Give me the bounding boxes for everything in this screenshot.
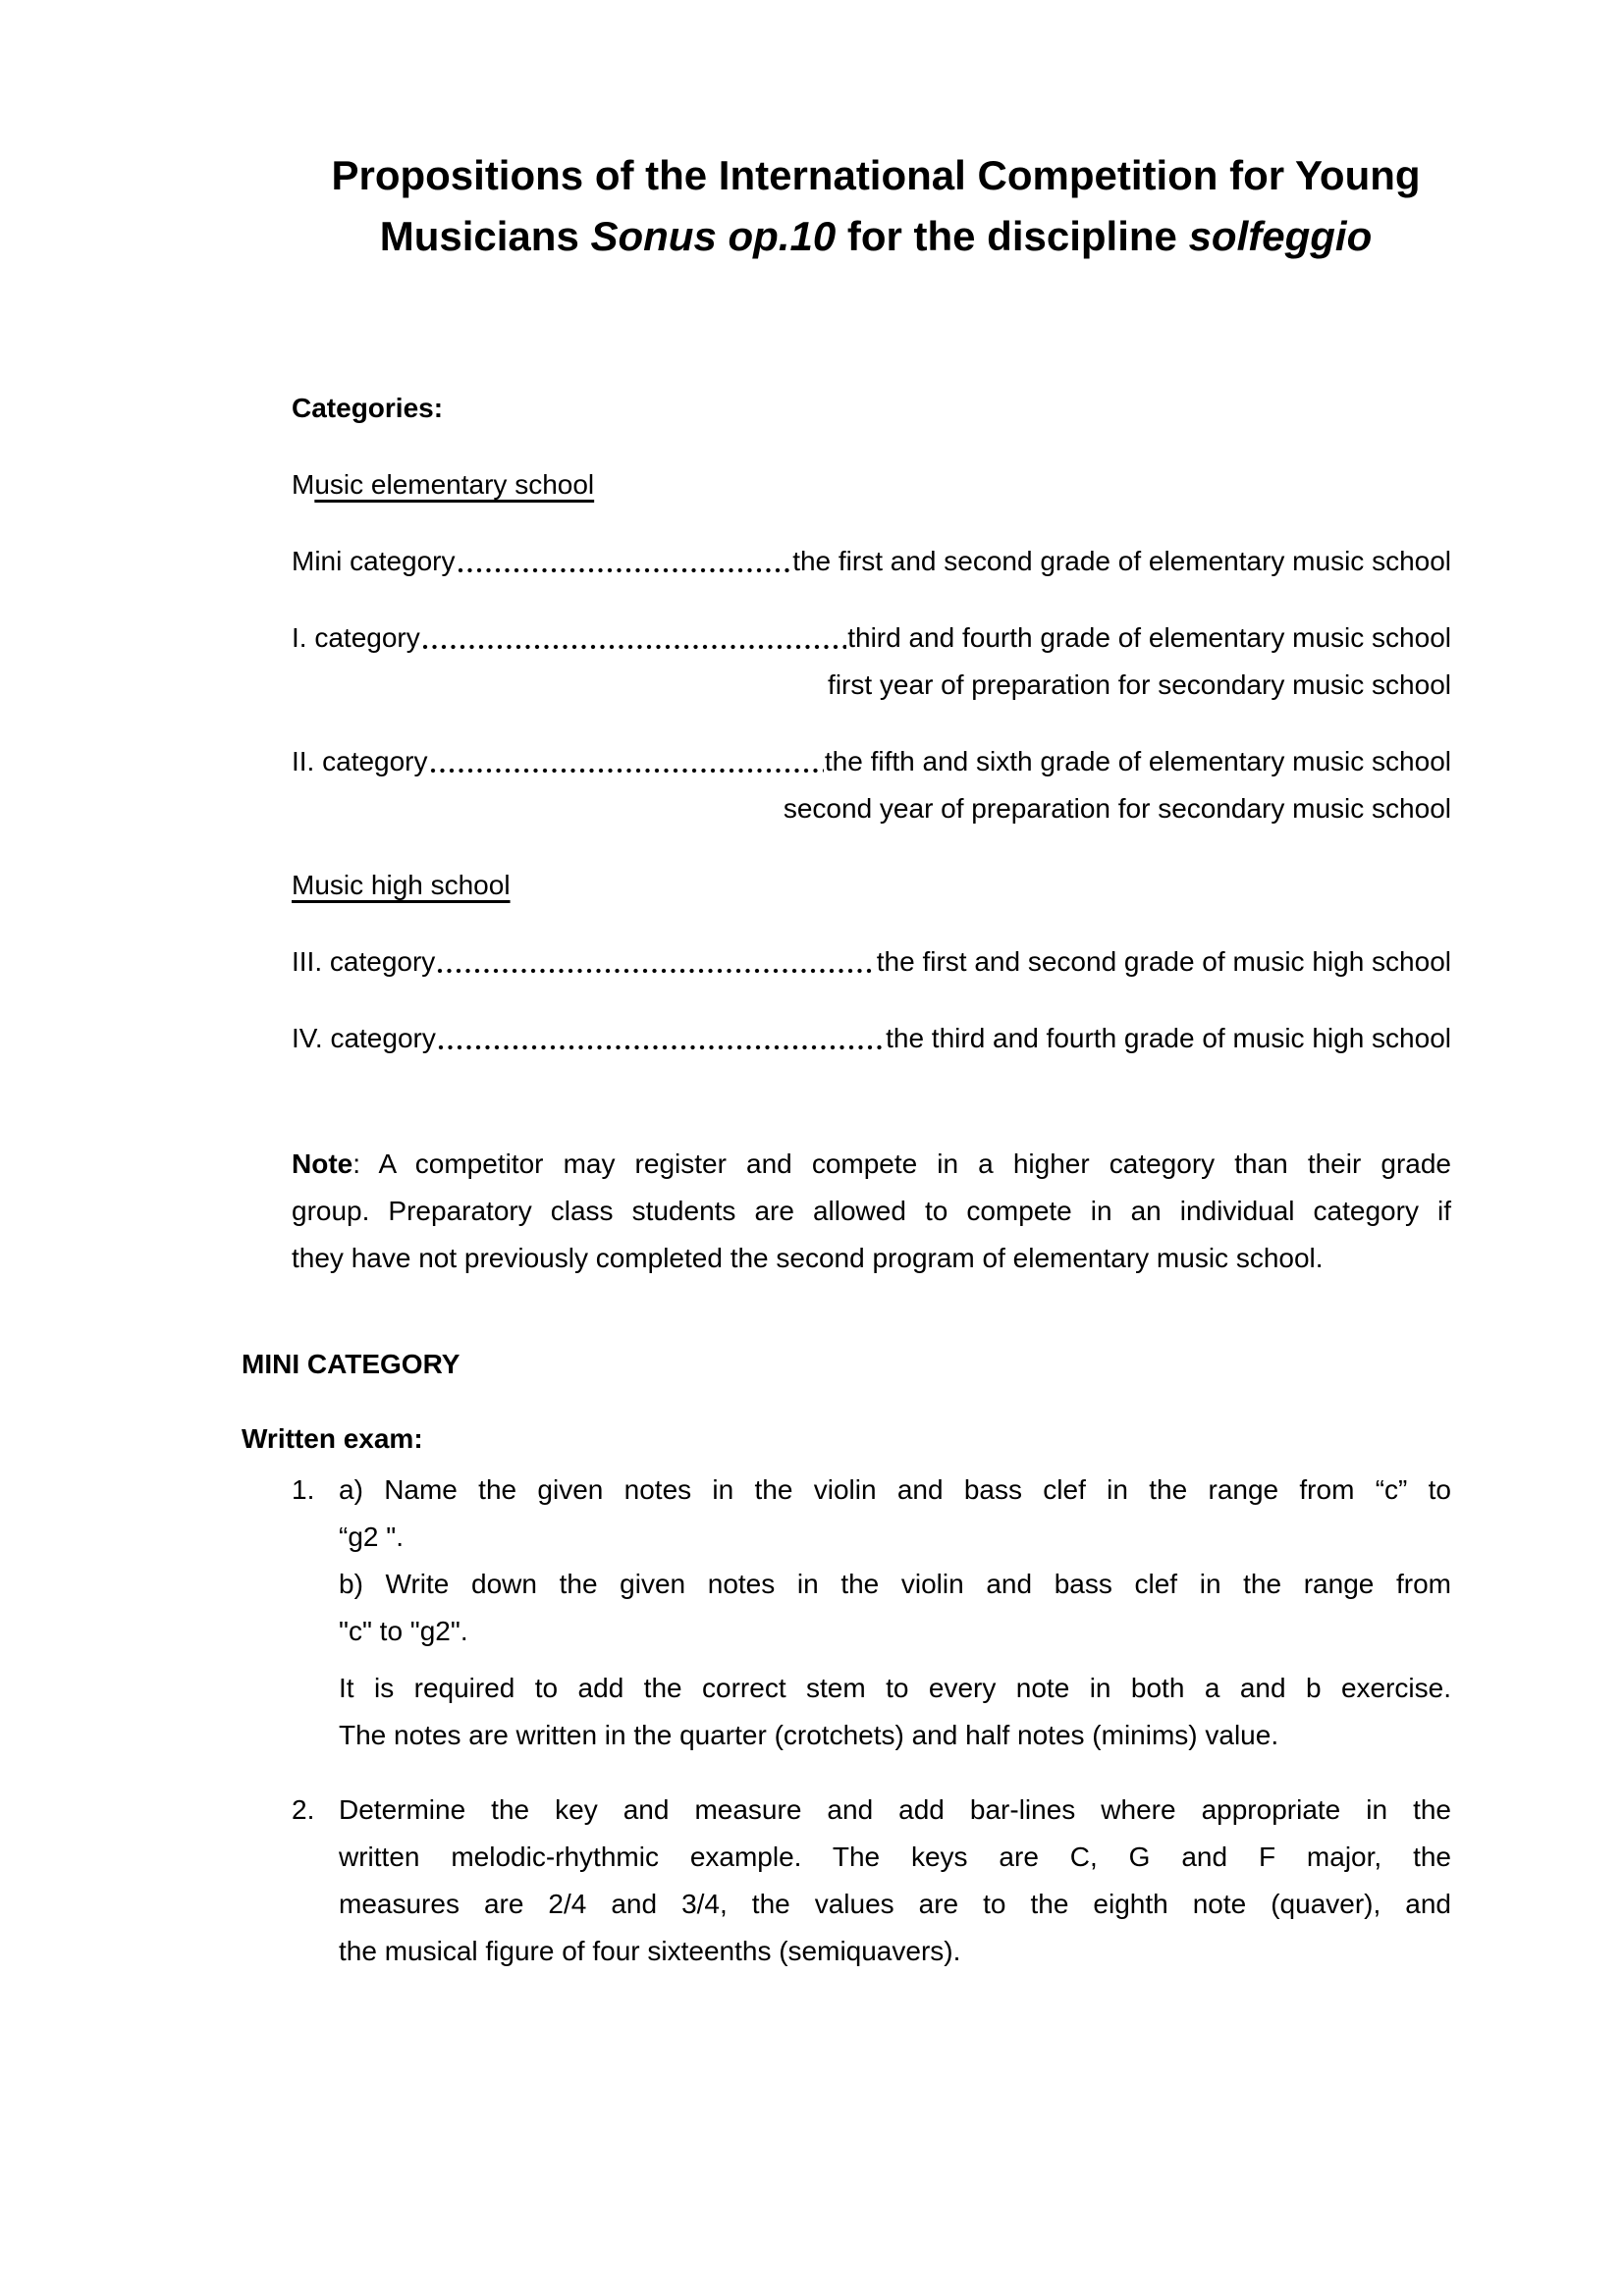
- item-line: measures are 2/4 and 3/4, the values are to the eighth note (quaver), and: [339, 1889, 1451, 1919]
- item-line: b) Write down the given notes in the violin and bass clef in the range from: [339, 1569, 1451, 1599]
- mini-category-heading: MINI CATEGORY: [242, 1349, 460, 1379]
- note-line-3: they have not previously completed the second program of elementary music school.: [292, 1243, 1324, 1273]
- item-line: a) Name the given notes in the violin and bass clef in the range from “c” to: [339, 1474, 1451, 1505]
- category-line-2: second year of preparation for secondary music school: [783, 793, 1451, 824]
- dot-leader: [437, 1015, 885, 1062]
- item-line: "c" to "g2".: [339, 1616, 468, 1646]
- title-sonus-italic: Sonus op.10: [590, 213, 837, 259]
- note-text: : A competitor may register and compete in a higher category than their grade: [352, 1148, 1451, 1179]
- category-row-2: [292, 738, 1451, 832]
- note-paragraph: [292, 1141, 1451, 1282]
- written-exam-heading: Written exam:: [242, 1423, 423, 1454]
- list-marker: 1.: [292, 1474, 315, 1505]
- note-line-2: group. Preparatory class students are allowed to compete in an individual category if: [292, 1196, 1451, 1226]
- category-row-4: [292, 1015, 1451, 1062]
- heading-underlined: usic elementary school: [314, 469, 595, 500]
- list-marker: 2.: [292, 1794, 315, 1825]
- category-row-3: [292, 938, 1451, 986]
- category-line-2: first year of preparation for secondary music school: [828, 669, 1451, 700]
- list-content: [339, 1787, 1451, 1975]
- dot-leader: [421, 614, 846, 662]
- category-label: IV. category: [292, 1023, 436, 1053]
- requirement-paragraph: [339, 1665, 1451, 1759]
- category-line: [292, 738, 1451, 785]
- category-desc: the first and second grade of music high school: [876, 946, 1451, 977]
- category-desc: the third and fourth grade of music high school: [886, 1023, 1451, 1053]
- category-row-mini: [292, 538, 1451, 585]
- dot-leader: [429, 738, 824, 785]
- category-line: [292, 1015, 1451, 1062]
- category-desc: the first and second grade of elementary music school: [792, 546, 1451, 576]
- category-desc: the fifth and sixth grade of elementary music school: [824, 746, 1451, 776]
- category-label: I. category: [292, 622, 420, 653]
- heading-initial: M: [292, 469, 315, 500]
- category-label: Mini category: [292, 546, 456, 576]
- category-line: [292, 614, 1451, 662]
- item-line: the musical figure of four sixteenths (semiquavers).: [339, 1936, 961, 1966]
- item-line: Determine the key and measure and add bar-lines where appropriate in the: [339, 1794, 1451, 1825]
- category-row-1: [292, 614, 1451, 709]
- exam-item-1: [292, 1467, 1451, 1655]
- dot-leader: [436, 938, 875, 986]
- requirement-line: The notes are written in the quarter (crotchets) and half notes (minims) value.: [339, 1720, 1279, 1750]
- high-school-heading: [292, 862, 1451, 909]
- category-line: [292, 938, 1451, 986]
- elementary-school-heading: [292, 461, 1451, 508]
- requirement-line: It is required to add the correct stem to every note in both a and b exercise.: [339, 1673, 1451, 1703]
- category-desc: third and fourth grade of elementary music school: [847, 622, 1451, 653]
- title-part-1: Propositions of the International Competition for Young Musicians: [331, 152, 1421, 259]
- category-line: [292, 538, 1451, 585]
- item-line: “g2 ".: [339, 1522, 404, 1552]
- category-label: III. category: [292, 946, 436, 977]
- item-line: written melodic-rhythmic example. The keys are C, G and F major, the: [339, 1842, 1451, 1872]
- category-label: II. category: [292, 746, 428, 776]
- note-label: Note: [292, 1148, 353, 1179]
- title-part-2: for the discipline: [836, 213, 1189, 259]
- title-solfeggio-italic: solfeggio: [1188, 213, 1373, 259]
- page-title: [292, 145, 1460, 267]
- exam-item-2: [292, 1787, 1451, 1975]
- categories-heading: Categories:: [292, 393, 444, 423]
- note-line-1: [292, 1141, 1451, 1188]
- heading-underlined: Music high school: [292, 870, 511, 900]
- list-content: [339, 1467, 1451, 1655]
- dot-leader: [457, 538, 792, 585]
